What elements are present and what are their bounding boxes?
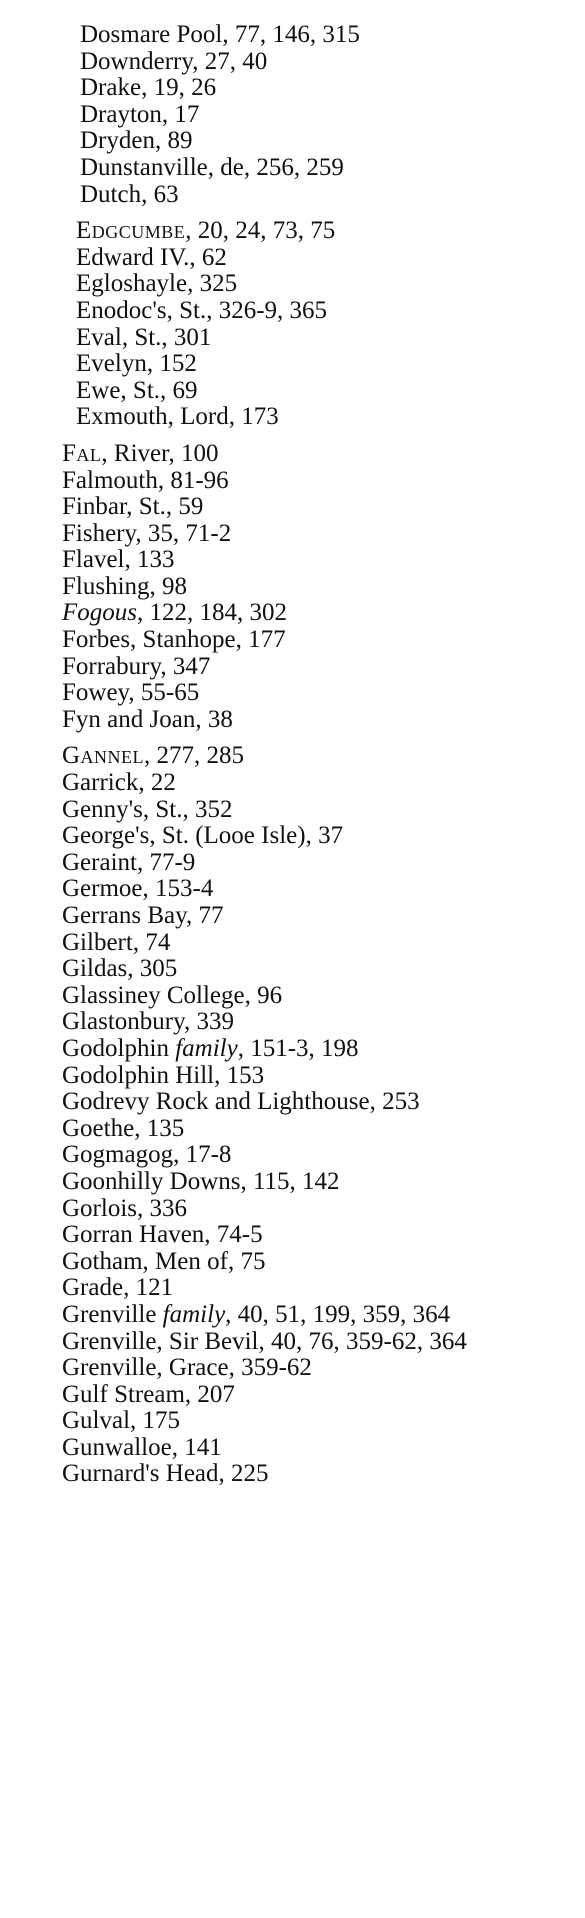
entry-text: , 122, 184, 302: [137, 599, 287, 627]
entry-text: , 20, 24, 73, 75: [185, 217, 336, 245]
entry-text: Downderry, 27, 40: [80, 47, 268, 75]
index-entry: [0, 325, 585, 352]
entry-text: Eval, St., 301: [76, 323, 212, 351]
index-entry: [0, 1196, 585, 1223]
index-entry: [0, 770, 585, 797]
index-entry: [0, 102, 585, 129]
entry-prefix: Godolphin: [62, 1034, 176, 1062]
entry-text: Gulval, 175: [62, 1407, 181, 1435]
entry-text: Germoe, 153-4: [62, 875, 214, 903]
index-entry: [0, 404, 585, 431]
entry-text: Ewe, St., 69: [76, 376, 198, 404]
index-entry: [0, 494, 585, 521]
index-entry: [0, 521, 585, 548]
entry-text: Fyn and Joan, 38: [62, 705, 233, 733]
index-entry: [0, 1063, 585, 1090]
entry-text: Genny's, St., 352: [62, 795, 233, 823]
entry-text: Gorran Haven, 74-5: [62, 1221, 263, 1249]
index-entry: [0, 298, 585, 325]
index-entry: [0, 271, 585, 298]
group-g: [0, 743, 585, 1488]
index-entry: [0, 707, 585, 734]
entry-text: George's, St. (Looe Isle), 37: [62, 822, 344, 850]
entry-text: Edward IV., 62: [76, 243, 227, 271]
entry-text: Geraint, 77-9: [62, 848, 196, 876]
index-entry: [0, 654, 585, 681]
entry-text: Grenville, Sir Bevil, 40, 76, 359-62, 364: [62, 1327, 467, 1355]
index-entry: [0, 797, 585, 824]
entry-italic: family: [175, 1034, 238, 1062]
group-d: [0, 22, 585, 208]
entry-text: Gildas, 305: [62, 955, 178, 983]
entry-text: , River, 100: [101, 439, 219, 467]
index-entry: [0, 128, 585, 155]
entry-text: Glastonbury, 339: [62, 1008, 234, 1036]
entry-text: Gogmagog, 17-8: [62, 1141, 232, 1169]
entry-text: , 277, 285: [144, 742, 245, 770]
index-entry: [0, 1089, 585, 1116]
index-entry: [0, 823, 585, 850]
index-entry: [0, 600, 585, 627]
entry-text: Godolphin Hill, 153: [62, 1061, 265, 1089]
index-entry: [0, 956, 585, 983]
entry-italic: Fogous: [62, 599, 137, 627]
entry-text: Exmouth, Lord, 173: [76, 403, 279, 431]
entry-text: Garrick, 22: [62, 769, 176, 797]
index-entry: [0, 1142, 585, 1169]
entry-text: Gurnard's Head, 225: [62, 1460, 269, 1488]
index-entry: [0, 574, 585, 601]
entry-text: , 40, 51, 199, 359, 364: [225, 1300, 451, 1328]
index-list: [0, 22, 585, 1498]
entry-text: Falmouth, 81-96: [62, 466, 229, 494]
entry-text: Dutch, 63: [80, 180, 179, 208]
entry-text: Glassiney College, 96: [62, 981, 283, 1009]
index-entry: [0, 1302, 548, 1329]
entry-text: Gulf Stream, 207: [62, 1380, 235, 1408]
index-entry: [0, 1275, 585, 1302]
index-entry: [0, 155, 585, 182]
index-entry: [0, 468, 585, 495]
entry-text: Flushing, 98: [62, 572, 188, 600]
entry-text: Goonhilly Downs, 115, 142: [62, 1167, 340, 1195]
index-entry: [0, 1249, 585, 1276]
index-entry: [0, 1222, 585, 1249]
index-entry: [0, 218, 585, 245]
index-entry: [0, 983, 585, 1010]
entry-text: Gorlois, 336: [62, 1194, 187, 1222]
entry-text: Grade, 121: [62, 1274, 174, 1302]
entry-text: Fowey, 55-65: [62, 679, 200, 707]
index-entry: [0, 182, 585, 209]
entry-text: Forbes, Stanhope, 177: [62, 626, 286, 654]
index-entry: [0, 1382, 585, 1409]
entry-text: Dosmare Pool, 77, 146, 315: [80, 21, 360, 48]
entry-text: Flavel, 133: [62, 546, 175, 574]
index-entry: [0, 1329, 548, 1356]
group-e: [0, 218, 585, 431]
index-entry: [0, 75, 585, 102]
index-entry: [0, 245, 585, 272]
index-entry: [0, 1408, 585, 1435]
entry-text: Dunstanville, de, 256, 259: [80, 153, 344, 181]
index-entry: [0, 930, 585, 957]
index-entry: [0, 49, 585, 76]
entry-text: Egloshayle, 325: [76, 270, 238, 298]
index-entry: [0, 743, 585, 770]
entry-text: Gerrans Bay, 77: [62, 902, 224, 929]
entry-text: Gilbert, 74: [62, 928, 171, 956]
entry-text: Grenville, Grace, 359-62: [62, 1354, 312, 1382]
entry-prefix: Grenville: [62, 1300, 163, 1328]
entry-text: Dryden, 89: [80, 127, 193, 155]
index-entry: [0, 680, 585, 707]
index-entry: [0, 1461, 585, 1488]
index-entry: [0, 441, 585, 468]
index-entry: [0, 351, 585, 378]
index-entry: [0, 1169, 585, 1196]
entry-heading: Gannel: [62, 742, 145, 770]
index-entry: [0, 22, 585, 49]
entry-text: Evelyn, 152: [76, 350, 197, 378]
entry-text: , 151-3, 198: [237, 1034, 359, 1062]
index-entry: [0, 547, 585, 574]
entry-text: Forrabury, 347: [62, 652, 211, 680]
index-entry: [0, 903, 585, 930]
index-entry: [0, 627, 585, 654]
entry-heading: Fal: [62, 439, 102, 467]
index-entry: [0, 1435, 585, 1462]
index-entry: [0, 1009, 585, 1036]
entry-text: Fishery, 35, 71-2: [62, 519, 232, 547]
index-entry: [0, 876, 585, 903]
index-entry: [0, 378, 585, 405]
entry-heading: Edgcumbe: [76, 217, 186, 245]
entry-text: Enodoc's, St., 326-9, 365: [76, 296, 328, 324]
entry-text: Drake, 19, 26: [80, 74, 217, 102]
group-f: [0, 441, 585, 734]
entry-text: Goethe, 135: [62, 1114, 185, 1142]
index-entry: [0, 1036, 585, 1063]
entry-text: Drayton, 17: [80, 100, 200, 128]
index-entry: [0, 1116, 585, 1143]
entry-text: Gotham, Men of, 75: [62, 1247, 266, 1275]
index-entry: [0, 1355, 585, 1382]
entry-italic: family: [162, 1300, 226, 1328]
entry-text: Finbar, St., 59: [62, 493, 204, 521]
entry-text: Gunwalloe, 141: [62, 1433, 222, 1461]
index-entry: [0, 850, 585, 877]
entry-text: Godrevy Rock and Lighthouse, 253: [62, 1088, 420, 1116]
